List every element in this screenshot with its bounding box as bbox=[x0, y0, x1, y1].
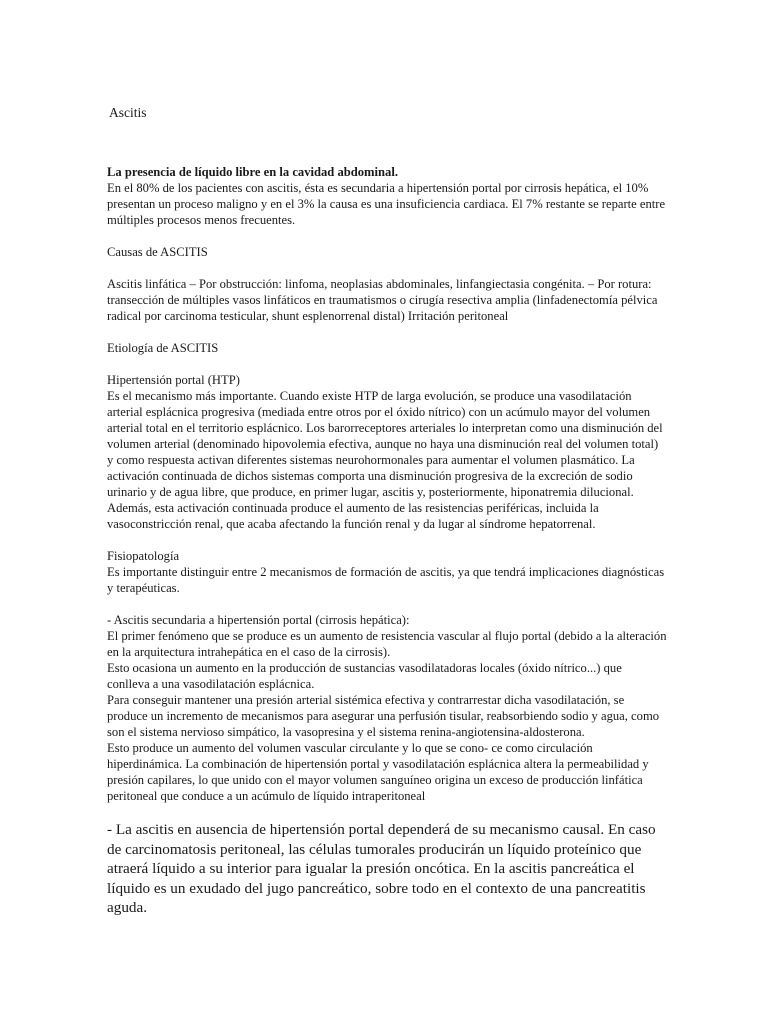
secundaria-section bbox=[107, 612, 667, 804]
secundaria-paragraph-4: Esto produce un aumento del volumen vascular circulante y lo que se cono- ce como circulación hiperdinámica. La combinación de hipertensión portal y vasodilatación esplácnica altera la permeabilidad y presión capilares, lo que unido con el mayor volumen sanguíneo origina un exceso de producción linfática peritoneal que conduce a un acúmulo de líquido intraperitoneal bbox=[107, 741, 649, 803]
secundaria-paragraph-2: Esto ocasiona un aumento en la producción de sustancias vasodilatadoras locales (óxido nítrico...) que conlleva a una vasodilatación esplácnica. bbox=[107, 661, 622, 691]
document-title: Ascitis bbox=[109, 105, 147, 120]
fisiopatologia-section bbox=[107, 548, 667, 596]
fisiopatologia-heading: Fisiopatología bbox=[107, 549, 180, 563]
secundaria-heading: - Ascitis secundaria a hipertensión portal (cirrosis hepática): bbox=[107, 613, 410, 627]
etiologia-paragraph: Es el mecanismo más importante. Cuando existe HTP de larga evolución, se produce una vasodilatación arterial esplácnica progresiva (mediada entre otros por el óxido nítrico) con un acúmulo mayor del volumen arterial total en el territorio esplácnico. Los barorreceptores arteriales lo interpretan como una disminución del volumen arterial (denominado hipovolemia efectiva, aunque no haya una disminución real del volumen total) y como respuesta activan diferentes sistemas neurohormonales para aumentar el volumen plasmático. La activación continuada de dichos sistemas comporta una disminución progresiva de la excreción de sodio urinario y de agua libre, que produce, en primer lugar, ascitis y, posteriormente, hiponatremia dilucional. Además, esta activación continuada produce el aumento de las resistencias periféricas, incluida la vasoconstricción renal, que acaba afectando la función renal y da lugar al síndrome hepatorrenal. bbox=[107, 389, 663, 531]
secundaria-paragraph-3: Para conseguir mantener una presión arterial sistémica efectiva y contrarrestar dicha vasodilatación, se produce un incremento de mecanismos para asegurar una perfusión tisular, reabsorbiendo sodio y agua, como son el sistema nervioso simpático, la vasopresina y el sistema renina-angiotensina-aldosterona. bbox=[107, 693, 660, 739]
intro-paragraph: En el 80% de los pacientes con ascitis, ésta es secundaria a hipertensión portal por cirrosis hepática, el 10% presentan un proceso maligno y en el 3% la causa es una insuficiencia cardiaca. El 7% restante se reparte entre múltiples procesos menos frecuentes. bbox=[107, 181, 666, 227]
causas-text: Ascitis linfática – Por obstrucción: linfoma, neoplasias abdominales, linfangiectasia congénita. – Por rotura: transección de múltiples vasos linfáticos en traumatismos o cirugía resectiva amplia (linfadenectomía pélvica radical por carcinoma testicular, shunt esplenorrenal distal) Irritación peritoneal bbox=[107, 277, 658, 323]
document-body bbox=[107, 164, 667, 918]
intro-section bbox=[107, 164, 667, 228]
causas-paragraph bbox=[107, 276, 667, 324]
causas-heading: Causas de ASCITIS bbox=[107, 245, 208, 259]
etiologia-section bbox=[107, 372, 667, 532]
ausencia-paragraph: - La ascitis en ausencia de hipertensión portal dependerá de su mecanismo causal. En caso de carcinomatosis peritoneal, las células tumorales producirán un líquido proteínico que atraerá líquido a su interior para igualar la presión oncótica. En la ascitis pancreática el líquido es un exudado del jugo pancreático, sobre todo en el contexto de una pancreatitis aguda. bbox=[107, 821, 656, 916]
etiologia-heading: Etiología de ASCITIS bbox=[107, 341, 219, 355]
intro-heading: La presencia de líquido libre en la cavidad abdominal. bbox=[107, 165, 398, 179]
secundaria-paragraph-1: El primer fenómeno que se produce es un aumento de resistencia vascular al flujo portal (debido a la alteración en la arquitectura intrahepática en el caso de la cirrosis). bbox=[107, 629, 667, 659]
fisiopatologia-paragraph: Es importante distinguir entre 2 mecanismos de formación de ascitis, ya que tendrá implicaciones diagnósticas y terapéuticas. bbox=[107, 565, 665, 595]
etiologia-subheading: Hipertensión portal (HTP) bbox=[107, 373, 240, 387]
